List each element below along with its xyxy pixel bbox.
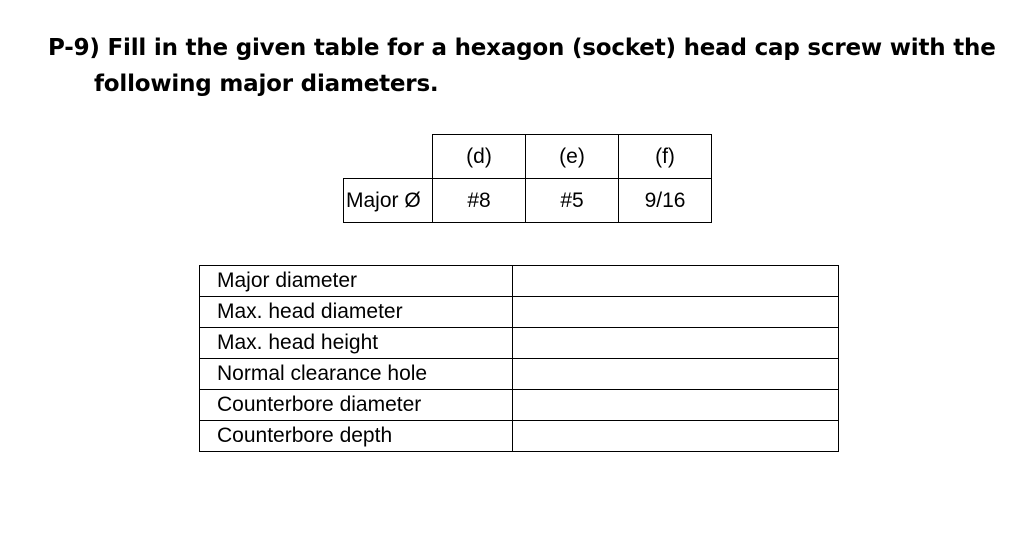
table-row <box>200 390 839 421</box>
major-diameter-label: Major Ø <box>344 179 433 223</box>
row-label-clearance-hole: Normal clearance hole <box>200 359 513 390</box>
table-row <box>200 328 839 359</box>
table-corner-cell <box>344 135 433 179</box>
screw-spec-table <box>199 265 839 452</box>
table-row <box>200 297 839 328</box>
answer-cell[interactable] <box>513 359 839 390</box>
problem-line-2: following major diameters. <box>94 71 439 97</box>
major-diameter-table <box>343 134 712 223</box>
problem-statement <box>48 30 1008 102</box>
problem-line-1: P-9) Fill in the given table for a hexagon (socket) head cap screw with the <box>48 35 996 61</box>
answer-cell[interactable] <box>513 328 839 359</box>
answer-cell[interactable] <box>513 266 839 297</box>
row-label-counterbore-depth: Counterbore depth <box>200 421 513 452</box>
answer-cell[interactable] <box>513 390 839 421</box>
value-d: #8 <box>433 179 526 223</box>
size-header-row <box>344 135 712 179</box>
header-d: (d) <box>433 135 526 179</box>
answer-cell[interactable] <box>513 297 839 328</box>
row-label-counterbore-diameter: Counterbore diameter <box>200 390 513 421</box>
row-label-major-diameter: Major diameter <box>200 266 513 297</box>
header-f: (f) <box>619 135 712 179</box>
table-row <box>200 266 839 297</box>
value-f: 9/16 <box>619 179 712 223</box>
value-e: #5 <box>526 179 619 223</box>
header-e: (e) <box>526 135 619 179</box>
table-row <box>200 359 839 390</box>
size-value-row <box>344 179 712 223</box>
row-label-max-head-diameter: Max. head diameter <box>200 297 513 328</box>
table-row <box>200 421 839 452</box>
row-label-max-head-height: Max. head height <box>200 328 513 359</box>
answer-cell[interactable] <box>513 421 839 452</box>
